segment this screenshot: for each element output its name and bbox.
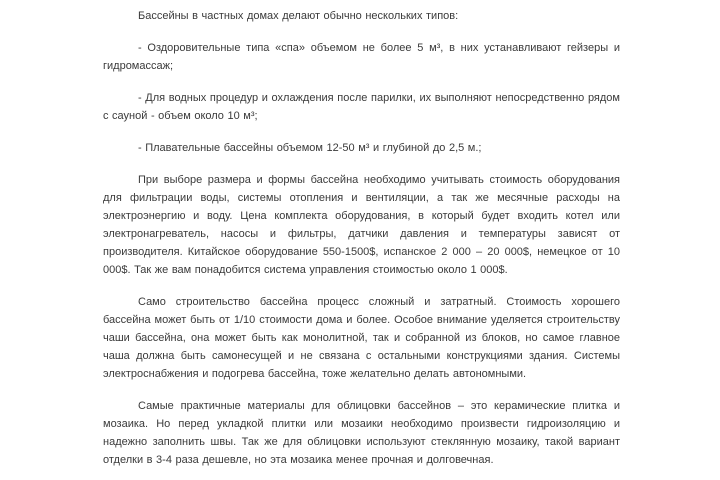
paragraph-list-item-swimming: - Плавательные бассейны объемом 12-50 м³ и глубиной до 2,5 м.;: [138, 142, 482, 154]
paragraph-list-item-sauna: - Для водных процедур и охлаждения после парилки, их выполняют непосредственно рядом с сауной - объем около 10 м³;: [103, 92, 620, 122]
paragraph-equipment-cost: При выборе размера и формы бассейна необходимо учитывать стоимость оборудования для фильтрации воды, системы отопления и вентиляции, а так же месячные расходы на электроэнергию и воду. Цена комплекта оборудования, в который будет входить котел или электронагреватель, насосы и фильтры, датчики давления и температуры зависят от производителя. Китайское оборудование 550-1500$, испанское 2 000 – 20 000$, немецкое от 10 000$. Так же вам понадобится система управления стоимостью около 1 000$.: [103, 174, 620, 276]
paragraph-finishing-materials: Самые практичные материалы для облицовки бассейнов – это керамические плитка и мозаика. Но перед укладкой плитки или мозаики необходимо произвести гидроизоляцию и надежно заполнить швы. Так же для облицовки используют стеклянную мозаику, такой вариант отделки в 3-4 раза дешевле, но эта мозаика менее прочная и долговечная.: [103, 400, 620, 466]
paragraph-intro: Бассейны в частных домах делают обычно нескольких типов:: [138, 10, 459, 22]
paragraph-construction: Само строительство бассейна процесс сложный и затратный. Стоимость хорошего бассейна может быть от 1/10 стоимости дома и более. Особое внимание уделяется строительству чаши бассейна, она может быть как монолитной, так и собранной из блоков, но самое главное чаша должна быть самонесущей и не связана с остальными конструкциями здания. Системы электроснабжения и подогрева бассейна, тоже желательно делать автономными.: [103, 296, 620, 380]
paragraph-list-item-spa: - Оздоровительные типа «спа» объемом не более 5 м³, в них устанавливают гейзеры и гидромассаж;: [103, 42, 620, 72]
